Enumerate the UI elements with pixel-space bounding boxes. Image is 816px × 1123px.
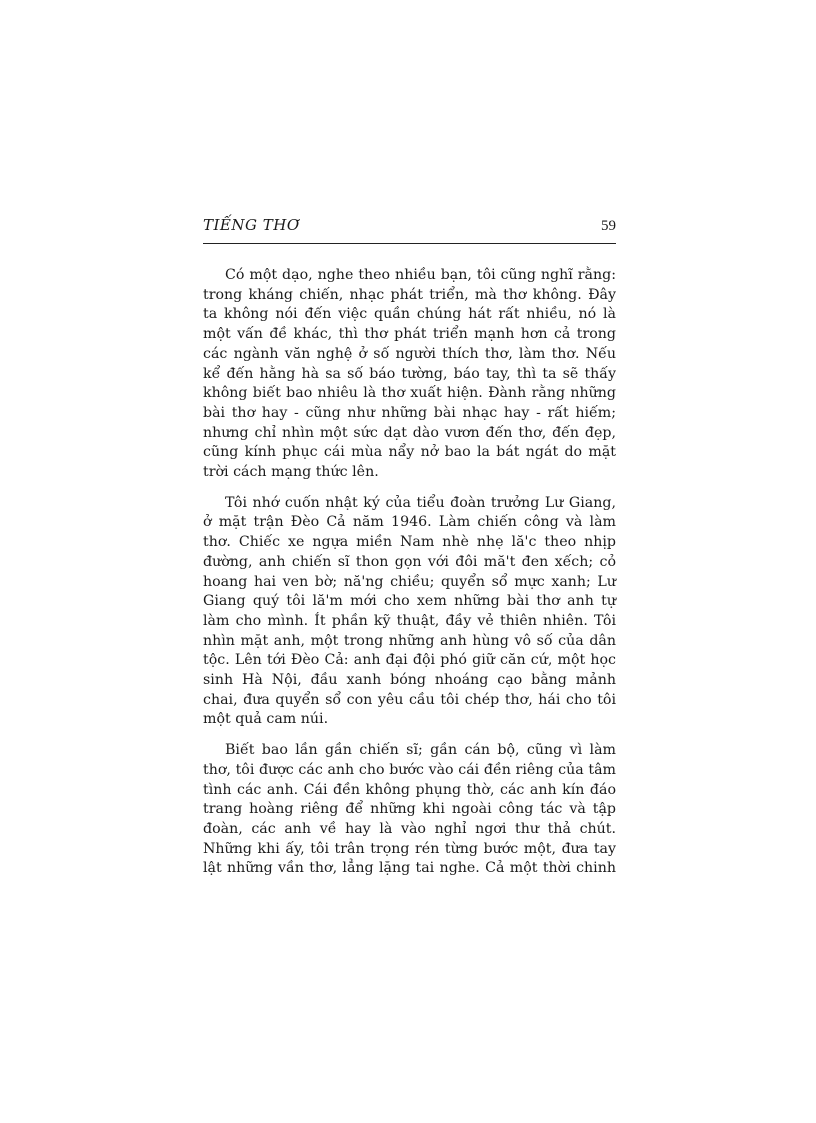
text-line: tộc. Lên tới Đèo Cả: anh đại đội phó giữ căn cứ, một học — [203, 652, 616, 669]
text-line: không biết bao nhiêu là thơ xuất hiện. Đành rằng những — [203, 385, 616, 402]
text-line: làm cho mình. Ít phần kỹ thuật, đầy vẻ thiên nhiên. Tôi — [203, 612, 616, 629]
paragraph-2 — [203, 494, 616, 730]
text-line: các ngành văn nghệ ở số người thích thơ, làm thơ. Nếu — [203, 345, 616, 362]
text-line: một quả cam núi. — [203, 711, 329, 728]
body-text — [203, 266, 616, 879]
text-line: Những khi ấy, tôi trân trọng rén từng bước một, đưa tay — [203, 840, 616, 857]
text-line: thơ. Chiếc xe ngựa miền Nam nhè nhẹ lă'c theo nhịp — [203, 534, 616, 551]
text-line: sinh Hà Nội, đầu xanh bóng nhoáng cạo bằng mảnh — [203, 672, 616, 689]
text-line: thơ, tôi được các anh cho bước vào cái đền riêng của tâm — [203, 761, 616, 778]
text-line: chai, đưa quyển sổ con yêu cầu tôi chép thơ, hái cho tôi — [203, 691, 616, 708]
text-line: đoàn, các anh về hay là vào nghỉ ngơi thư thả chút. — [203, 820, 616, 837]
text-line: Giang quý tôi lă'm mới cho xem những bài thơ anh tự — [203, 593, 616, 610]
text-line: bài thơ hay - cũng như những bài nhạc hay - rất hiếm; — [203, 404, 616, 421]
text-line: hoang hai ven bờ; nă'ng chiều; quyển sổ mực xanh; Lư — [203, 573, 616, 590]
paragraph-3 — [203, 741, 616, 879]
text-line: một vấn đề khác, thì thơ phát triển mạnh hơn cả trong — [203, 326, 616, 343]
page-number: 59 — [601, 218, 616, 234]
text-line: nhìn mặt anh, một trong những anh hùng vô số của dân — [203, 632, 616, 649]
text-line: lật những vần thơ, lẳng lặng tai nghe. Cả một thời chinh — [203, 860, 616, 877]
text-line: tình các anh. Cái đền không phụng thờ, các anh kín đáo — [203, 781, 616, 798]
book-page — [203, 216, 616, 890]
text-line: nhưng chỉ nhìn một sức dạt dào vươn đến thơ, đến đẹp, — [203, 424, 616, 441]
text-line: ở mặt trận Đèo Cả năm 1946. Làm chiến công và làm — [203, 514, 616, 531]
text-line: trời cách mạng thức lên. — [203, 464, 379, 481]
chapter-title: TIẾNG THƠ — [203, 216, 300, 234]
text-line: trang hoàng riêng để những khi ngoài công tác và tập — [203, 801, 616, 818]
text-line: Tôi nhớ cuốn nhật ký của tiểu đoàn trưởng Lư Giang, — [225, 494, 616, 511]
text-line: đường, anh chiến sĩ thon gọn với đôi mă't đen xếch; cỏ — [203, 553, 616, 570]
text-line: kể đến hằng hà sa số báo tường, báo tay, thì ta sẽ thấy — [203, 365, 616, 382]
running-header — [203, 216, 616, 244]
text-line: ta không nói đến việc quần chúng hát rất nhiều, nó là — [203, 306, 616, 323]
text-line: Có một dạo, nghe theo nhiều bạn, tôi cũng nghĩ rằng: — [225, 267, 616, 283]
text-line: trong kháng chiến, nhạc phát triển, mà thơ không. Đây — [203, 286, 616, 303]
text-line: Biết bao lần gần chiến sĩ; gần cán bộ, cũng vì làm — [225, 742, 616, 759]
paragraph-1 — [203, 266, 616, 483]
text-line: cũng kính phục cái mùa nẩy nở bao la bát ngát do mặt — [203, 444, 616, 461]
